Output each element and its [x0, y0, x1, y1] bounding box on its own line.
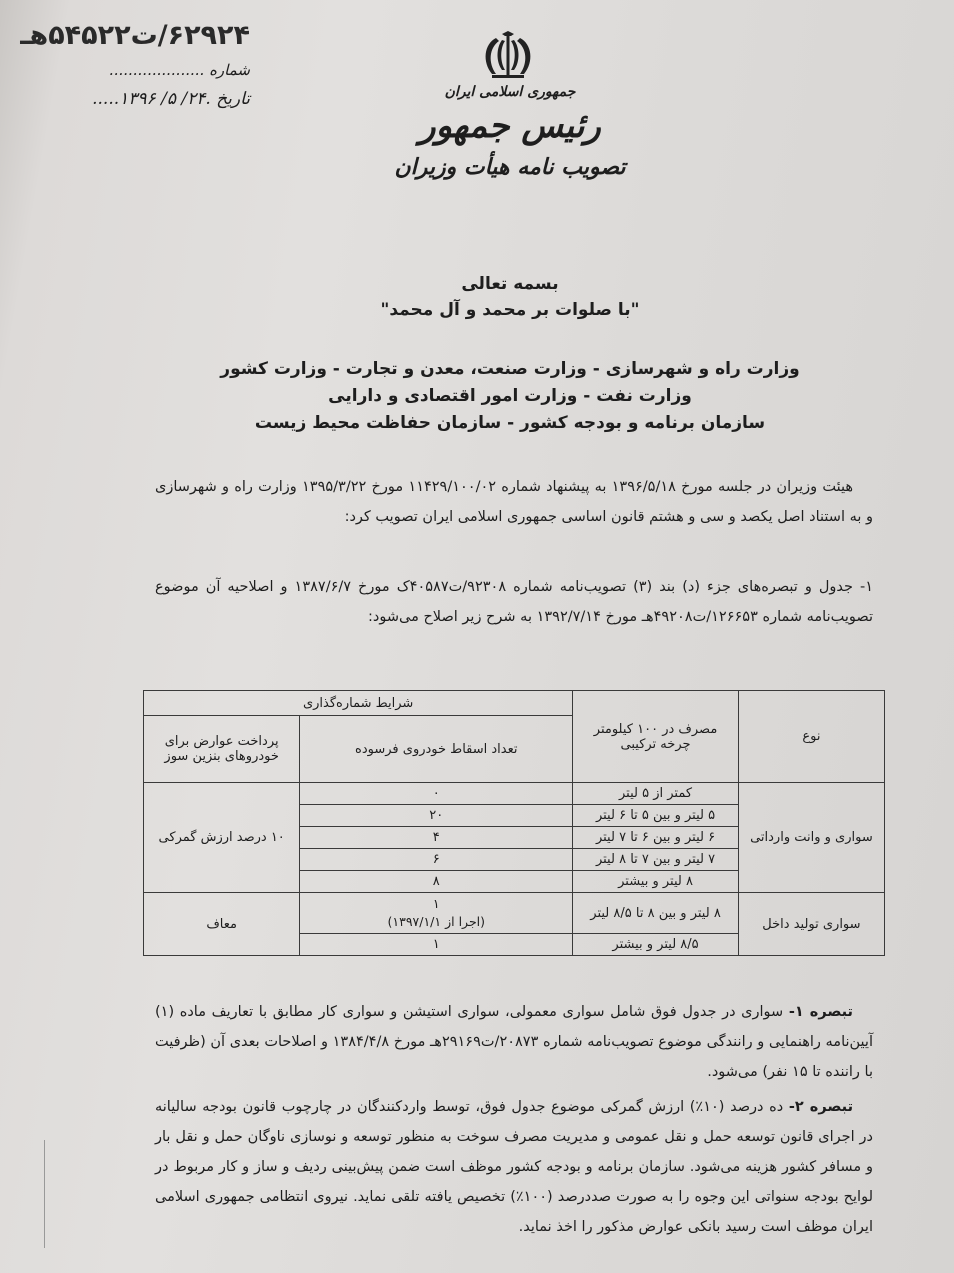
cell-type: سواری و وانت وارداتی [738, 783, 884, 893]
header-consumption: مصرف در ۱۰۰ کیلومتر چرخه ترکیبی [573, 691, 739, 783]
cell-fee: معاف [144, 893, 300, 956]
regulation-table [143, 690, 885, 956]
cell-consumption: ۸ لیتر و بیشتر [573, 871, 739, 893]
note-2-title: تبصره ۲- [788, 1099, 854, 1115]
reference-number: ۶۲۹۲۴/ت۵۴۵۲۲هـ [20, 20, 250, 51]
effective-date-note: (اجرا از ۱۳۹۷/۱/۱) [387, 914, 486, 929]
recipient-line: وزارت نفت - وزارت امور اقتصادی و دارایی [328, 386, 692, 406]
table-group-header-row [144, 691, 885, 716]
note-1-paragraph [155, 997, 873, 1087]
note-2-text: ده درصد (۱۰٪) ارزش گمرکی موضوع جدول فوق، توسط واردکنندگان در چارچوب قانون بودجه سالیانه در اجرای قانون توسعه حمل و نقل عمومی و مدیریت مصرف سوخت به منظور توسعه و نوسازی ناوگان حمل و نقل بار و مسافر کشور هزینه می‌شود. سازمان برنامه و بودجه کشور موظف است ضمن پیش‌بینی ردیف و ساز و کار مربوط در لوایح بودجه سنواتی این وجوه را به صورت صددرصد (۱۰۰٪) تخصیص یافته تلقی نماید. نیروی انتظامی جمهوری اسلامی ایران موظف است رسید بانکی عوارض مذکور را اخذ نماید. [155, 1099, 873, 1235]
note-2-paragraph [155, 1092, 873, 1242]
cell-consumption: کمتر از ۵ لیتر [573, 783, 739, 805]
header-fee: پرداخت عوارض برای خودروهای بنزین سوز [144, 716, 300, 783]
recipient-line: سازمان برنامه و بودجه کشور - سازمان حفاظت محیط زیست [254, 413, 766, 433]
cell-scrap-count: ۴ [300, 827, 573, 849]
cell-scrap-count: ۰ [300, 783, 573, 805]
clause-1-paragraph [155, 572, 873, 632]
cell-consumption: ۸ لیتر و بین ۸ تا ۸/۵ لیتر [573, 893, 739, 934]
cell-scrap-count [300, 893, 573, 934]
office-title: رئیس جمهور [419, 106, 601, 146]
invocation-salawat: "با صلوات بر محمد و آل محمد" [380, 300, 640, 320]
cell-fee: ۱۰ درصد ارزش گمرکی [144, 783, 300, 893]
header-registration-conditions: شرایط شماره‌گذاری [144, 691, 573, 716]
scrap-count-value: ۱ [432, 896, 440, 911]
cell-consumption: ۵ لیتر و بین ۵ تا ۶ لیتر [573, 805, 739, 827]
cell-consumption: ۶ لیتر و بین ۶ تا ۷ لیتر [573, 827, 739, 849]
reference-block [20, 20, 250, 109]
country-name: جمهوری اسلامی ایران [444, 84, 576, 100]
note-1-title: تبصره ۱- [788, 1004, 853, 1020]
date-value: .۲۴/ ۵/ ۱۳۹۶..... [92, 89, 211, 109]
invocation-bism: بسمه تعالی [461, 274, 559, 294]
table-row [144, 893, 885, 934]
header-type: نوع [738, 691, 884, 783]
clause-1-text: ۱- جدول و تبصره‌های جزء (د) بند (۳) تصویب‌نامه شماره ۹۲۳۰۸/ت۴۰۵۸۷ک مورخ ۱۳۸۷/۶/۷ و اصلاحیه آن موضوع تصویب‌نامه شماره ۱۲۶۶۵۳/ت۴۹۲۰۸هـ مورخ ۱۳۹۲/۷/۱۴ به شرح زیر اصلاح می‌شود: [155, 579, 873, 625]
margin-rule [44, 1140, 45, 1248]
cell-scrap-count: ۸ [300, 871, 573, 893]
date-row [30, 89, 250, 109]
header-scrap-count: تعداد اسقاط خودروی فرسوده [300, 716, 573, 783]
recipients-list [200, 356, 820, 437]
cell-type: سواری تولید داخل [738, 893, 884, 956]
note-1-text: سواری در جدول فوق شامل سواری معمولی، سواری استیشن و سواری کار مطابق با تعاریف ماده (۱) آیین‌نامه راهنمایی و رانندگی موضوع تصویب‌نامه شماره ۲۰۸۷۳/ت۲۹۱۶۹هـ مورخ ۱۳۸۴/۴/۸ و اصلاحات بعدی آن (ظرفیت با راننده تا ۱۵ نفر) می‌شود. [155, 1004, 873, 1080]
cell-scrap-count: ۶ [300, 849, 573, 871]
intro-paragraph [155, 472, 873, 532]
date-label: تاریخ [216, 89, 250, 109]
cell-scrap-count: ۱ [300, 934, 573, 956]
number-label: شماره [209, 61, 250, 79]
cell-consumption: ۷ لیتر و بین ۷ تا ۸ لیتر [573, 849, 739, 871]
table-row [144, 783, 885, 805]
document-type: تصویب نامه هیأت وزیران [394, 154, 626, 180]
cell-consumption: ۸/۵ لیتر و بیشتر [573, 934, 739, 956]
number-dots: .................... [108, 61, 205, 79]
cell-scrap-count: ۲۰ [300, 805, 573, 827]
intro-text: هیئت وزیران در جلسه مورخ ۱۳۹۶/۵/۱۸ به پیشنهاد شماره ۱۱۴۲۹/۱۰۰/۰۲ مورخ ۱۳۹۵/۳/۲۲ وزارت راه و شهرسازی و به استناد اصل یکصد و سی و هشتم قانون اساسی جمهوری اسلامی ایران تصویب کرد: [155, 479, 873, 525]
number-label-row [30, 61, 250, 79]
letterhead [380, 84, 640, 180]
recipient-line: وزارت راه و شهرسازی - وزارت صنعت، معدن و تجارت - وزارت کشور [220, 359, 800, 379]
iran-emblem-icon [478, 30, 538, 85]
